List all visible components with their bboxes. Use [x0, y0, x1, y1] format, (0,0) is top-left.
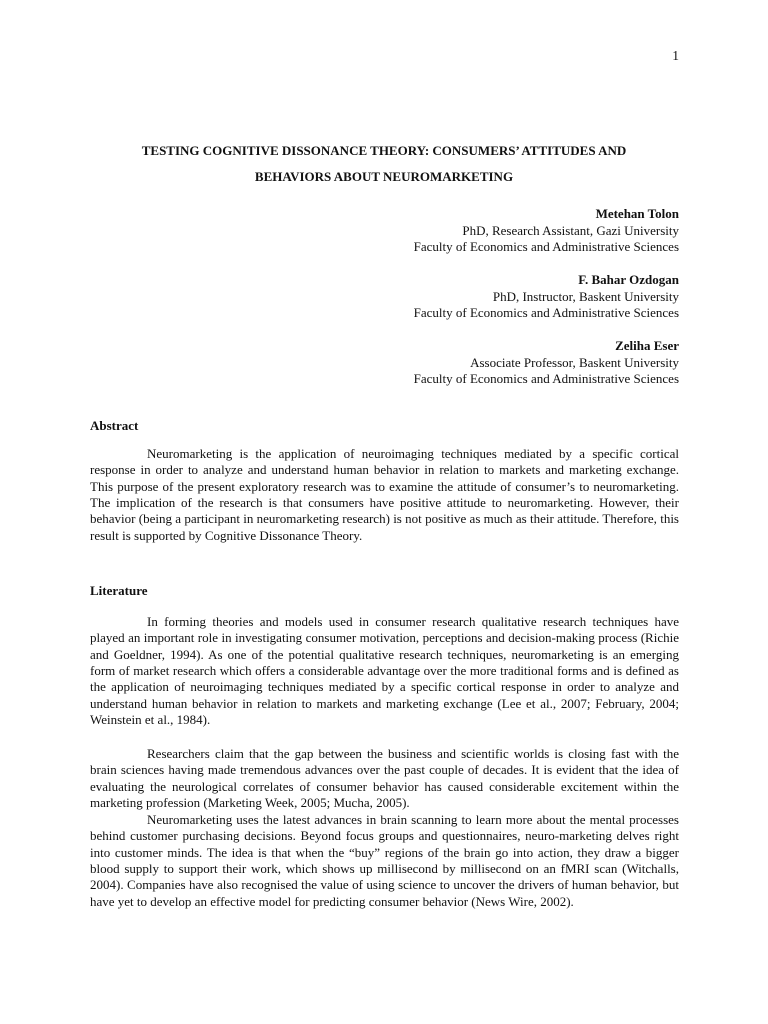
- author-faculty: Faculty of Economics and Administrative Sciences: [413, 239, 679, 254]
- page-number: 1: [672, 48, 679, 63]
- title-line-1: TESTING COGNITIVE DISSONANCE THEORY: CONSUMERS’ ATTITUDES AND: [141, 143, 627, 158]
- author-block: [259, 338, 679, 388]
- abstract-text: Neuromarketing is the application of neuroimaging techniques mediated by a specific cortical response in order to analyze and understand human behavior in relation to markets and marketing exchange. This purpose of the present exploratory research was to examine the attitude of consumer’s to neuromarketing. The implication of the research is that consumers have positive attitude to neuromarketing. However, their behavior (being a participant in neuromarketing research) is not positive as much as their attitude. Therefore, this result is supported by Cognitive Dissonance Theory.: [90, 446, 679, 543]
- author-name: Metehan Tolon: [595, 206, 679, 221]
- author-position: PhD, Research Assistant, Gazi University: [462, 222, 679, 238]
- author-name: Zeliha Eser: [615, 338, 679, 353]
- abstract-heading: Abstract: [90, 418, 139, 433]
- literature-heading: Literature: [90, 583, 148, 598]
- title-line-2: BEHAVIORS ABOUT NEUROMARKETING: [254, 169, 514, 184]
- author-faculty: Faculty of Economics and Administrative Sciences: [413, 371, 679, 386]
- literature-paragraph: Neuromarketing uses the latest advances in brain scanning to learn more about the mental processes behind customer purchasing decisions. Beyond focus groups and questionnaires, neuro-marketing delves right into customer minds. The idea is that when the “buy” regions of the brain go into action, they draw a bigger blood supply to support their work, which shows up millisecond by millisecond on an fMRI scan (Witchalls, 2004). Companies have also recognised the value of using science to uncover the drivers of human behavior, but have yet to develop an effective model for predicting consumer behavior (News Wire, 2002).: [90, 812, 679, 909]
- author-block: [259, 206, 679, 256]
- author-position: PhD, Instructor, Baskent University: [492, 288, 679, 304]
- author-faculty: Faculty of Economics and Administrative Sciences: [413, 305, 679, 320]
- author-list: [259, 206, 679, 404]
- literature-paragraph: Researchers claim that the gap between the business and scientific worlds is closing fast with the brain sciences having made tremendous advances over the past couple of decades. It is evident that the idea of evaluating the neurological correlates of consumer behavior has caused considerable excitement within the marketing profession (Marketing Week, 2005; Mucha, 2005).: [90, 746, 679, 811]
- author-block: [259, 272, 679, 322]
- author-name: F. Bahar Ozdogan: [578, 272, 679, 287]
- author-position: Associate Professor, Baskent University: [470, 354, 679, 370]
- literature-paragraph: In forming theories and models used in consumer research qualitative research techniques have played an important role in investigating consumer motivation, perceptions and decision-making process (Richie and Goeldner, 1994). As one of the potential qualitative research techniques, neuromarketing is an emerging form of market research which offers a considerable advantage over the more traditional forms and is defined as the application of neuroimaging techniques mediated by a specific cortical response in order to analyze and understand human behavior in relation to markets and marketing exchange (Lee et al., 2007; February, 2004; Weinstein et al., 1984).: [90, 614, 679, 728]
- paper-title: [90, 138, 678, 190]
